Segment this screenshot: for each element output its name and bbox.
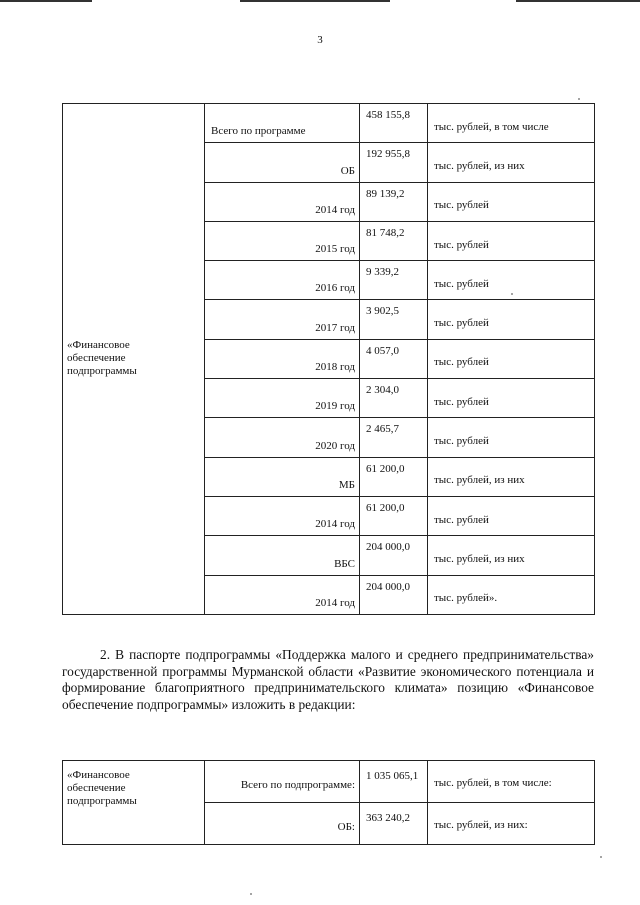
row-item: 2015 год — [205, 221, 360, 260]
row-value: 363 240,2 — [360, 803, 428, 845]
row-item: ОБ: — [205, 803, 360, 845]
row-item: ОБ — [205, 143, 360, 182]
row-item: 2016 год — [205, 261, 360, 300]
row-item: 2017 год — [205, 300, 360, 339]
top-edge-line-center — [240, 0, 390, 2]
row-value: 204 000,0 — [360, 536, 428, 575]
row-value: 3 902,5 — [360, 300, 428, 339]
row-value: 4 057,0 — [360, 339, 428, 378]
row-unit: тыс. рублей — [428, 261, 595, 300]
row-unit: тыс. рублей — [428, 379, 595, 418]
financing-label-cell — [63, 104, 205, 615]
row-item: Всего по подпрограмме: — [205, 761, 360, 803]
row-item: 2014 год — [205, 496, 360, 535]
row-unit: тыс. рублей, из них — [428, 457, 595, 496]
financing-label-line: подпрограммы — [67, 365, 137, 378]
financing-label-line: обеспечение — [67, 352, 126, 365]
financing-label-line: «Финансовое — [67, 339, 130, 352]
row-value: 2 465,7 — [360, 418, 428, 457]
scan-speck — [250, 893, 252, 895]
row-value: 61 200,0 — [360, 496, 428, 535]
row-value: 204 000,0 — [360, 575, 428, 614]
row-unit: тыс. рублей — [428, 182, 595, 221]
row-item: 2018 год — [205, 339, 360, 378]
amendment-paragraph: 2. В паспорте подпрограммы «Поддержка малого и среднего предпринимательства» государственной программы Мурманской области «Развитие экономического потенциала и формирование благоприятного предпринимательского климата» позицию «Финансовое обеспечение подпрограммы» изложить в редакции: — [62, 647, 594, 712]
row-item: 2020 год — [205, 418, 360, 457]
subprogram-label-line: обеспечение — [67, 782, 126, 794]
page-number: 3 — [317, 34, 323, 46]
row-item: 2014 год — [205, 182, 360, 221]
top-edge-line-right — [516, 0, 640, 2]
scan-speck — [578, 98, 580, 100]
row-item: Всего по программе — [205, 104, 360, 143]
row-value: 9 339,2 — [360, 261, 428, 300]
table-row — [63, 761, 595, 803]
row-unit: тыс. рублей — [428, 339, 595, 378]
subprogram-label-line: «Финансовое — [67, 769, 130, 781]
row-unit: тыс. рублей — [428, 418, 595, 457]
row-value: 192 955,8 — [360, 143, 428, 182]
row-value: 61 200,0 — [360, 457, 428, 496]
row-item: МБ — [205, 457, 360, 496]
row-item: 2019 год — [205, 379, 360, 418]
top-edge-line-left — [0, 0, 92, 2]
scan-speck — [600, 856, 602, 858]
row-unit: тыс. рублей, в том числе: — [428, 761, 595, 803]
subprogram-label-line: подпрограммы — [67, 795, 137, 807]
scan-speck — [511, 293, 513, 295]
row-unit: тыс. рублей». — [428, 575, 595, 614]
row-value: 89 139,2 — [360, 182, 428, 221]
table-row — [63, 104, 595, 143]
row-value: 458 155,8 — [360, 104, 428, 143]
financing-table — [62, 103, 595, 615]
row-item: 2014 год — [205, 575, 360, 614]
row-unit: тыс. рублей, из них: — [428, 803, 595, 845]
row-unit: тыс. рублей, в том числе — [428, 104, 595, 143]
row-unit: тыс. рублей, из них — [428, 536, 595, 575]
subprogram-financing-table — [62, 760, 595, 845]
row-unit: тыс. рублей — [428, 300, 595, 339]
row-unit: тыс. рублей — [428, 221, 595, 260]
row-value: 81 748,2 — [360, 221, 428, 260]
row-value: 1 035 065,1 — [360, 761, 428, 803]
row-unit: тыс. рублей — [428, 496, 595, 535]
row-unit: тыс. рублей, из них — [428, 143, 595, 182]
row-value: 2 304,0 — [360, 379, 428, 418]
subprogram-label-cell — [63, 761, 205, 845]
row-item: ВБС — [205, 536, 360, 575]
